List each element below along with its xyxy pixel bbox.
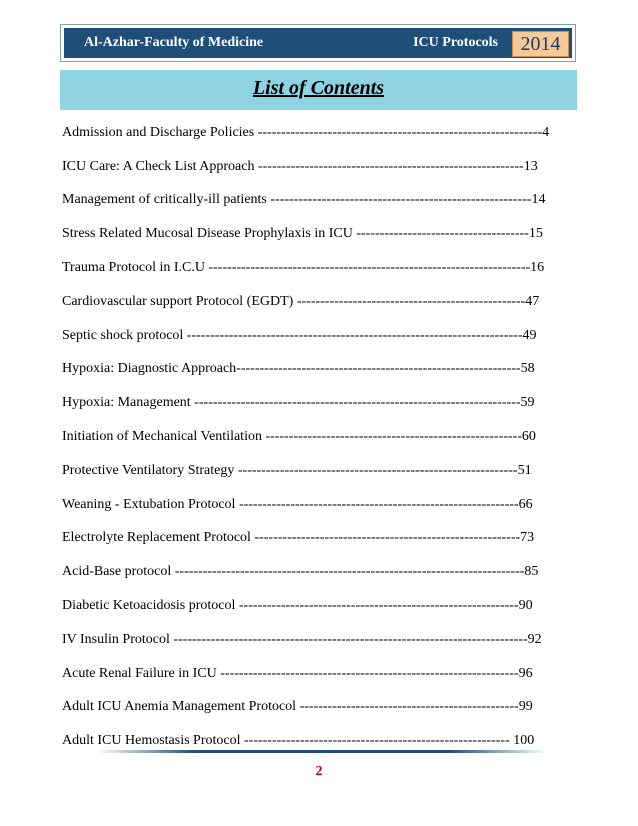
toc-entry[interactable] (62, 386, 582, 420)
footer-divider (96, 750, 548, 753)
toc-entry-text: Adult ICU Anemia Management Protocol -----------------------------------------------99 (62, 699, 533, 715)
header-institution: Al-Azhar-Faculty of Medicine (84, 35, 264, 50)
toc-entry[interactable] (62, 353, 582, 387)
toc-entry[interactable] (62, 319, 582, 353)
toc-entry[interactable] (62, 184, 582, 218)
toc-entry-text: IV Insulin Protocol ----------------------------------------------------------------------------92 (62, 631, 542, 647)
page-number: 2 (315, 764, 323, 779)
table-of-contents (62, 116, 582, 758)
toc-entry-text: Acid-Base protocol ---------------------------------------------------------------------------85 (62, 564, 539, 580)
toc-entry[interactable] (62, 691, 582, 725)
toc-entry-text: Hypoxia: Diagnostic Approach-------------------------------------------------------------58 (62, 361, 535, 377)
toc-entry-text: Electrolyte Replacement Protocol ---------------------------------------------------------73 (62, 530, 535, 546)
toc-entry[interactable] (62, 420, 582, 454)
toc-entry-text: Hypoxia: Management ----------------------------------------------------------------------59 (62, 395, 535, 411)
toc-entry-text: Stress Related Mucosal Disease Prophylaxis in ICU -------------------------------------15 (62, 226, 543, 242)
header-bar (64, 28, 572, 58)
toc-entry-text: Acute Renal Failure in ICU ----------------------------------------------------------------96 (62, 665, 533, 681)
toc-entry-text: Cardiovascular support Protocol (EGDT) -------------------------------------------------47 (62, 293, 540, 309)
toc-entry[interactable] (62, 522, 582, 556)
toc-entry-text: Trauma Protocol in I.C.U ---------------------------------------------------------------------16 (62, 260, 545, 276)
toc-entry[interactable] (62, 116, 582, 150)
toc-entry[interactable] (62, 724, 582, 758)
page-header (60, 24, 576, 62)
toc-entry[interactable] (62, 657, 582, 691)
toc-entry[interactable] (62, 623, 582, 657)
toc-entry[interactable] (62, 150, 582, 184)
toc-entry[interactable] (62, 488, 582, 522)
toc-entry[interactable] (62, 454, 582, 488)
toc-entry-text: Adult ICU Hemostasis Protocol --------------------------------------------------------- 100 (62, 733, 535, 749)
toc-entry[interactable] (62, 285, 582, 319)
title-band (60, 70, 577, 110)
toc-entry[interactable] (62, 589, 582, 623)
toc-entry-text: Septic shock protocol ------------------------------------------------------------------------49 (62, 327, 537, 343)
toc-entry[interactable] (62, 555, 582, 589)
toc-entry-text: Initiation of Mechanical Ventilation -------------------------------------------------------60 (62, 429, 536, 445)
toc-entry-text: Weaning - Extubation Protocol ------------------------------------------------------------66 (62, 496, 533, 512)
header-document-title: ICU Protocols (413, 35, 498, 50)
toc-entry-text: Management of critically-ill patients --------------------------------------------------------14 (62, 192, 546, 208)
toc-entry-text: Admission and Discharge Policies -------------------------------------------------------------4 (62, 124, 550, 140)
toc-entry[interactable] (62, 217, 582, 251)
header-year-badge: 2014 (512, 31, 569, 57)
toc-entry-text: ICU Care: A Check List Approach ---------------------------------------------------------13 (62, 158, 538, 174)
toc-entry-text: Diabetic Ketoacidosis protocol ------------------------------------------------------------90 (62, 598, 533, 614)
page-title: List of Contents (252, 76, 385, 99)
toc-entry[interactable] (62, 251, 582, 285)
toc-entry-text: Protective Ventilatory Strategy ------------------------------------------------------------51 (62, 462, 532, 478)
